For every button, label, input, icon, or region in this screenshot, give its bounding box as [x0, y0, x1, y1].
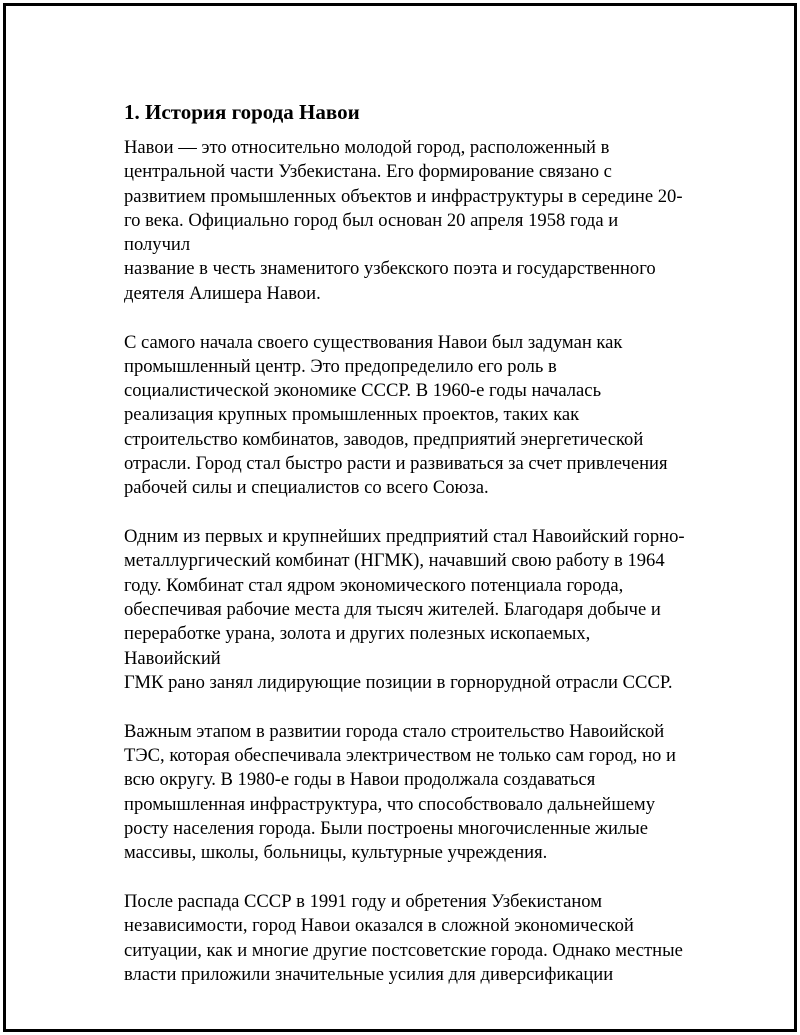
paragraph-1: Навои — это относительно молодой город, расположенный в центральной части Узбекистана. Его формирование связано с развитием промышленных объектов и инфраструктуры в середине 20- го века. Официально город был основан 20 апреля 1958 года и получил название в честь знаменитого узбекского поэта и государственного деятеля Алишера Навои. — [124, 137, 683, 304]
document-body — [121, 98, 686, 1012]
page-title: 1. История города Навои — [124, 100, 360, 124]
paragraph-5: После распада СССР в 1991 году и обретения Узбекистаном независимости, город Навои оказался в сложной экономической ситуации, как и многие другие постсоветские города. Однако местные власти приложили значительные усилия для диверсификации — [124, 891, 683, 985]
page-border — [3, 3, 797, 1032]
paragraph-4: Важным этапом в развитии города стало строительство Навоийской ТЭС, которая обеспечивала электричеством не только сам город, но и всю округу. В 1980-е годы в Навои продолжала создаваться промышленная инфраструктура, что способствовало дальнейшему росту населения города. Были построены многочисленные жилые массивы, школы, больницы, культурные учреждения. — [124, 720, 676, 864]
paragraph-3: Одним из первых и крупнейших предприятий стал Навоийский горно- металлургический комбинат (НГМК), начавший свою работу в 1964 году. Комбинат стал ядром экономического потенциала города, обеспечивая рабочие места для тысяч жителей. Благодаря добыче и переработке урана, золота и других полезных ископаемых, Навоийский ГМК рано занял лидирующие позиции в горнорудной отрасли СССР. — [124, 526, 685, 693]
paragraph-2: С самого начала своего существования Навои был задуман как промышленный центр. Это предопределило его роль в социалистической экономике СССР. В 1960-е годы началась реализация крупных промышленных проектов, таких как строительство комбинатов, заводов, предприятий энергетической отрасли. Город стал быстро расти и развиваться за счет привлечения рабочей силы и специалистов со всего Союза. — [124, 331, 668, 499]
